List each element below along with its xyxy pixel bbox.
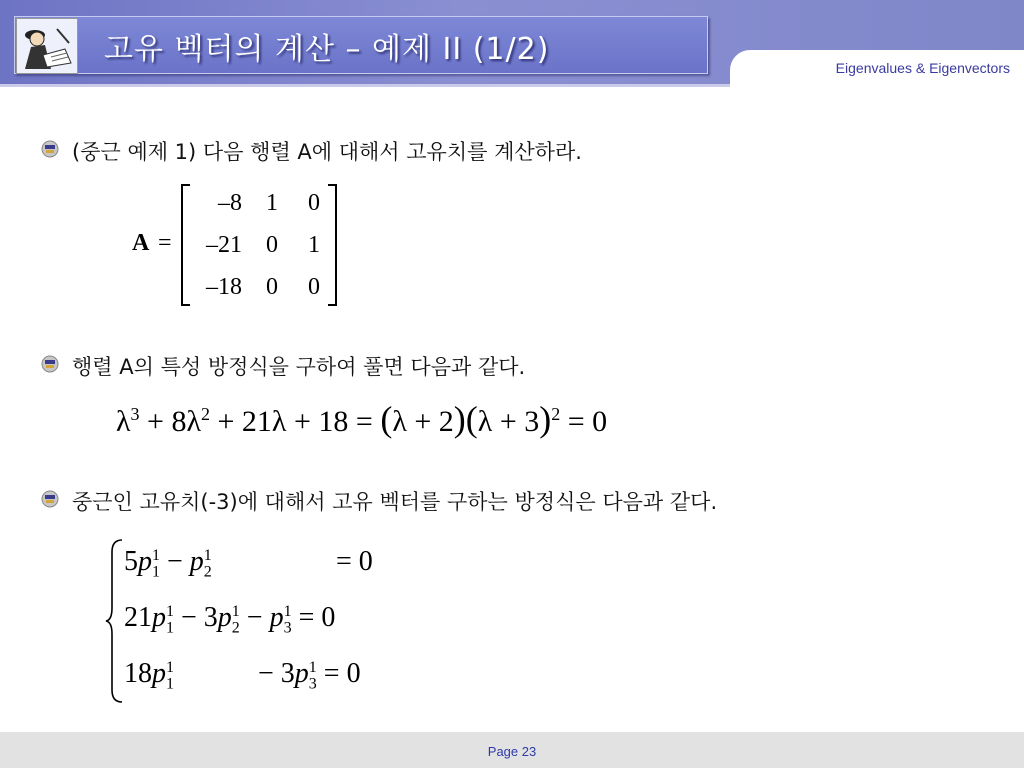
slide-subtitle: Eigenvalues & Eigenvectors [835,60,1010,76]
matrix-cell: –21 [206,232,242,258]
matrix-cell: 1 [266,190,278,216]
matrix-cell: 0 [308,190,320,216]
matrix-cell: 0 [266,274,278,300]
logo-icon [16,18,78,74]
slide-title: 고유 벡터의 계산 – 예제 II (1/2) [104,32,550,67]
bullet-text-1: (중근 예제 1) 다음 행렬 A에 대해서 고유치를 계산하라. [72,140,582,164]
page-number: Page 23 [487,744,537,759]
bullet-text-2: 행렬 A의 특성 방정식을 구하여 풀면 다음과 같다. [72,355,526,379]
matrix-label: A [132,230,150,256]
system-row-1: $5p_1^1 - p_2^1$ [124,546,212,581]
matrix-equals: = [158,230,172,256]
bullet-text-3: 중근인 고유치(-3)에 대해서 고유 벡터를 구하는 방정식은 다음과 같다. [72,490,718,514]
bullet-icon [40,354,60,374]
matrix-cell: –18 [206,274,242,300]
bullet-icon [40,489,60,509]
system-row-1-rhs: = 0 [336,546,373,577]
characteristic-equation: $\lambda^3 + 8\lambda^2 + 21\lambda + 18 = (\lambda + 2)(\lambda + 3)^2 = 0$ [116,399,608,439]
matrix-cell: 0 [266,232,278,258]
system-row-3-rhs: − $3p_3^1 = 0$ [258,658,361,693]
matrix-cell: –8 [218,190,242,216]
system-row-3: $18p_1^1$ [124,658,174,693]
matrix-cell: 0 [308,274,320,300]
matrix-cell: 1 [308,232,320,258]
system-row-2: $21p_1^1 - 3p_2^1 - p_3^1 = 0$ [124,602,336,637]
system-brace [104,536,126,706]
bullet-icon [40,139,60,159]
